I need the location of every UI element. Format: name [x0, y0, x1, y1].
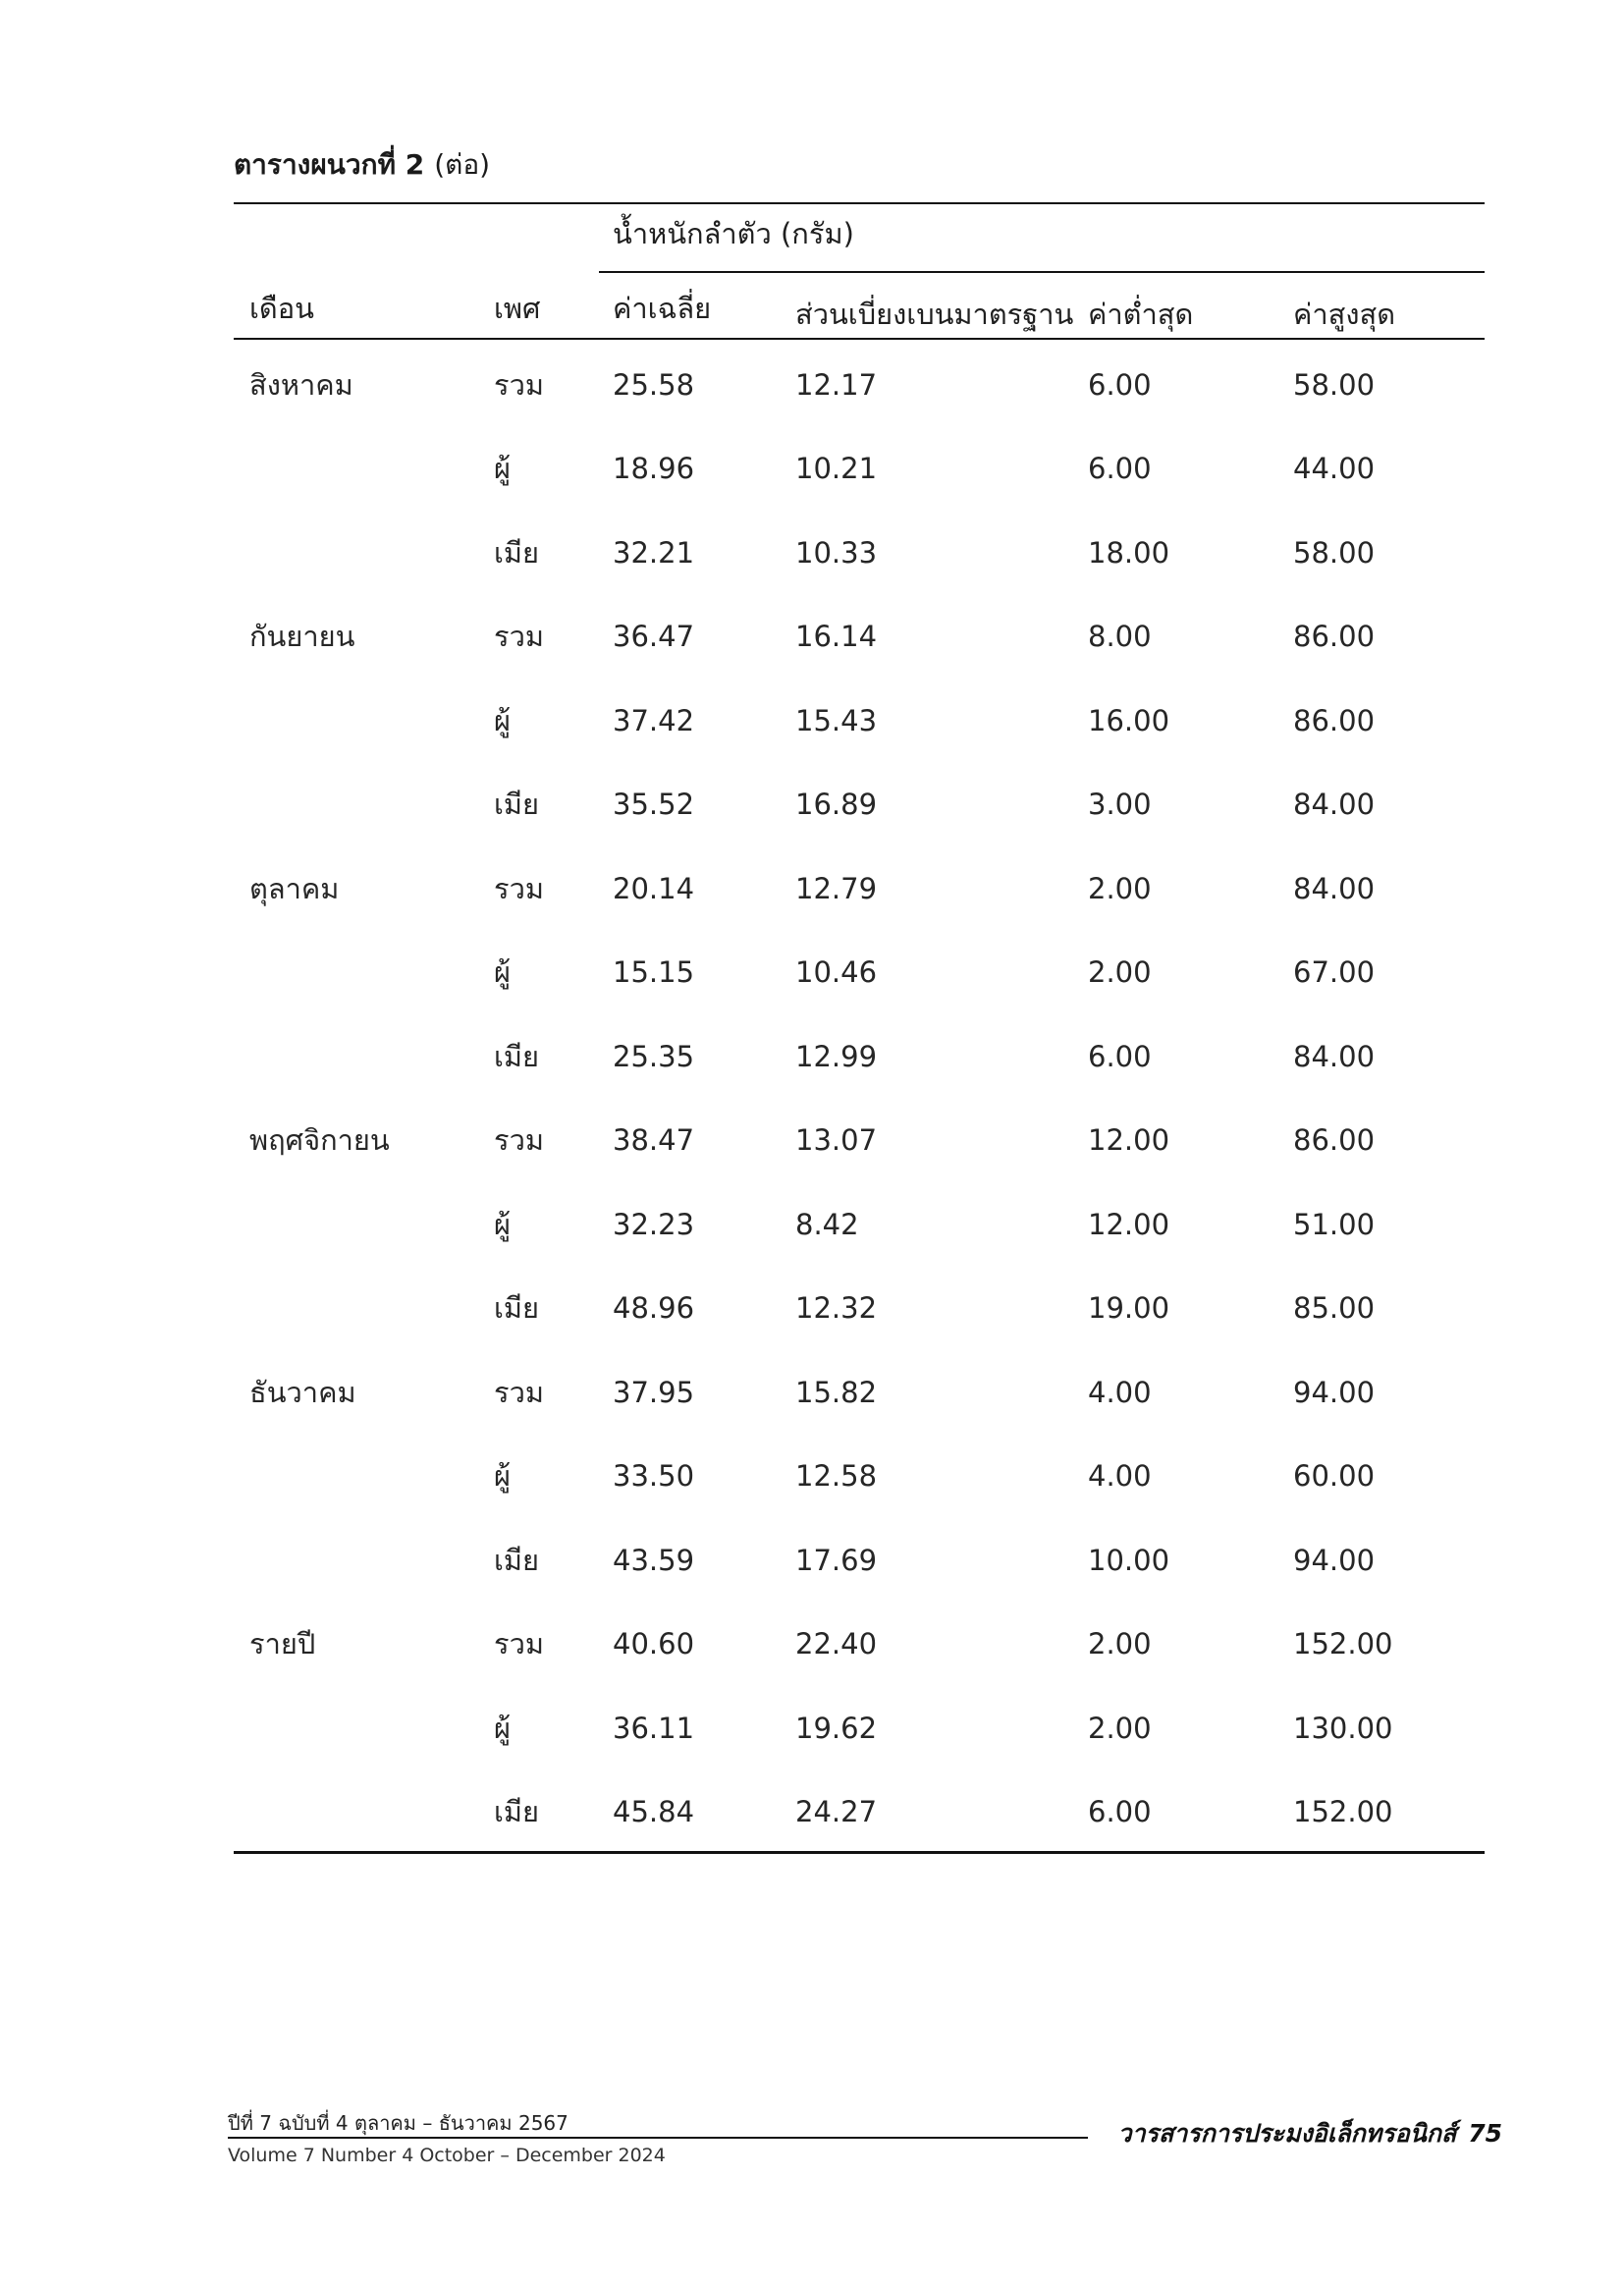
table-bottom-rule	[234, 1851, 1485, 1854]
cell-sex: เมีย	[494, 788, 540, 821]
table-row	[0, 785, 1624, 824]
cell-sd: 8.42	[795, 1208, 859, 1241]
cell-min: 2.00	[1088, 955, 1152, 989]
cell-max: 60.00	[1293, 1459, 1376, 1493]
cell-min: 2.00	[1088, 1627, 1152, 1660]
journal-name: วารสารการประมงอิเล็กทรอนิกส์	[1117, 2119, 1457, 2148]
footer-issue-thai: ปีที่ 7 ฉบับที่ 4 ตุลาคม – ธันวาคม 2567	[228, 2111, 568, 2135]
cell-min: 6.00	[1088, 1795, 1152, 1828]
cell-min: 12.00	[1088, 1208, 1170, 1241]
cell-sex: รวม	[494, 1123, 544, 1157]
cell-mean: 43.59	[613, 1544, 695, 1577]
cell-mean: 35.52	[613, 788, 695, 821]
table-row	[0, 1373, 1624, 1412]
cell-max: 94.00	[1293, 1376, 1376, 1409]
cell-month: พฤศจิกายน	[249, 1123, 390, 1157]
cell-min: 2.00	[1088, 1712, 1152, 1745]
cell-max: 130.00	[1293, 1712, 1393, 1745]
cell-min: 2.00	[1088, 872, 1152, 905]
cell-sex: รวม	[494, 620, 544, 653]
cell-sex: ผู้	[494, 955, 511, 989]
cell-sd: 19.62	[795, 1712, 878, 1745]
cell-mean: 37.42	[613, 704, 695, 737]
cell-sd: 16.89	[795, 788, 878, 821]
cell-mean: 38.47	[613, 1123, 695, 1157]
footer-rule	[228, 2137, 1088, 2139]
cell-min: 12.00	[1088, 1123, 1170, 1157]
cell-sex: ผู้	[494, 1459, 511, 1493]
cell-sd: 12.17	[795, 368, 878, 402]
table-row	[0, 1709, 1624, 1748]
cell-sex: รวม	[494, 1376, 544, 1409]
table-row	[0, 1288, 1624, 1328]
cell-sd: 15.43	[795, 704, 878, 737]
table-row	[0, 365, 1624, 405]
footer-issue-english: Volume 7 Number 4 October – December 2024	[228, 2145, 666, 2166]
cell-sex: เมีย	[494, 1795, 540, 1828]
cell-sd: 13.07	[795, 1123, 878, 1157]
cell-max: 84.00	[1293, 788, 1376, 821]
cell-min: 8.00	[1088, 620, 1152, 653]
cell-mean: 15.15	[613, 955, 695, 989]
cell-sd: 10.21	[795, 452, 878, 485]
cell-max: 84.00	[1293, 872, 1376, 905]
cell-sex: เมีย	[494, 1040, 540, 1073]
cell-sd: 12.79	[795, 872, 878, 905]
cell-sex: ผู้	[494, 704, 511, 737]
cell-sd: 12.58	[795, 1459, 878, 1493]
table-row	[0, 952, 1624, 992]
cell-min: 4.00	[1088, 1376, 1152, 1409]
table-row	[0, 701, 1624, 740]
cell-sd: 10.33	[795, 536, 878, 570]
cell-month: สิงหาคม	[249, 368, 353, 402]
cell-sex: เมีย	[494, 1544, 540, 1577]
footer-journal	[1118, 2117, 1502, 2150]
table-row	[0, 617, 1624, 656]
table-caption-title: ตารางผนวกที่ 2	[234, 148, 425, 181]
cell-min: 6.00	[1088, 368, 1152, 402]
cell-min: 19.00	[1088, 1291, 1170, 1325]
cell-mean: 25.35	[613, 1040, 695, 1073]
table-row	[0, 869, 1624, 908]
cell-min: 18.00	[1088, 536, 1170, 570]
cell-sd: 15.82	[795, 1376, 878, 1409]
header-rule	[234, 338, 1485, 340]
cell-sd: 22.40	[795, 1627, 878, 1660]
column-group-rule	[599, 271, 1485, 273]
table-row	[0, 1792, 1624, 1831]
cell-sd: 16.14	[795, 620, 878, 653]
cell-sex: ผู้	[494, 452, 511, 485]
table-row	[0, 449, 1624, 488]
header-sex: เพศ	[494, 292, 541, 325]
cell-mean: 32.21	[613, 536, 695, 570]
cell-mean: 37.95	[613, 1376, 695, 1409]
cell-min: 6.00	[1088, 452, 1152, 485]
table-row	[0, 1624, 1624, 1663]
table-row	[0, 533, 1624, 572]
page-number: 75	[1468, 2119, 1502, 2148]
cell-sex: เมีย	[494, 536, 540, 570]
header-max: ค่าสูงสุด	[1293, 298, 1396, 331]
cell-sd: 17.69	[795, 1544, 878, 1577]
header-sd: ส่วนเบี่ยงเบนมาตรฐาน	[795, 298, 1074, 331]
header-month: เดือน	[249, 292, 314, 325]
cell-mean: 48.96	[613, 1291, 695, 1325]
cell-max: 86.00	[1293, 704, 1376, 737]
cell-max: 44.00	[1293, 452, 1376, 485]
cell-min: 10.00	[1088, 1544, 1170, 1577]
cell-sex: รวม	[494, 872, 544, 905]
cell-sd: 10.46	[795, 955, 878, 989]
cell-mean: 45.84	[613, 1795, 695, 1828]
cell-month: ธันวาคม	[249, 1376, 356, 1409]
table-row	[0, 1120, 1624, 1160]
cell-min: 4.00	[1088, 1459, 1152, 1493]
cell-sex: เมีย	[494, 1291, 540, 1325]
cell-max: 86.00	[1293, 1123, 1376, 1157]
column-group-header: น้ำหนักลำตัว (กรัม)	[613, 217, 854, 250]
cell-max: 84.00	[1293, 1040, 1376, 1073]
cell-min: 3.00	[1088, 788, 1152, 821]
table-row	[0, 1456, 1624, 1496]
cell-max: 85.00	[1293, 1291, 1376, 1325]
header-min: ค่าต่ำสุด	[1088, 298, 1194, 331]
cell-min: 16.00	[1088, 704, 1170, 737]
cell-sex: ผู้	[494, 1712, 511, 1745]
cell-sd: 24.27	[795, 1795, 878, 1828]
cell-sex: ผู้	[494, 1208, 511, 1241]
cell-mean: 33.50	[613, 1459, 695, 1493]
header-mean: ค่าเฉลี่ย	[613, 292, 712, 325]
cell-max: 58.00	[1293, 536, 1376, 570]
cell-max: 58.00	[1293, 368, 1376, 402]
cell-min: 6.00	[1088, 1040, 1152, 1073]
table-row	[0, 1037, 1624, 1076]
cell-mean: 20.14	[613, 872, 695, 905]
cell-mean: 36.47	[613, 620, 695, 653]
table-caption	[234, 145, 490, 185]
cell-max: 67.00	[1293, 955, 1376, 989]
table-row	[0, 1541, 1624, 1580]
cell-max: 51.00	[1293, 1208, 1376, 1241]
cell-month: ตุลาคม	[249, 872, 340, 905]
cell-sd: 12.99	[795, 1040, 878, 1073]
cell-month: รายปี	[249, 1627, 316, 1660]
cell-max: 94.00	[1293, 1544, 1376, 1577]
cell-sd: 12.32	[795, 1291, 878, 1325]
cell-month: กันยายน	[249, 620, 355, 653]
cell-max: 152.00	[1293, 1795, 1393, 1828]
table-row	[0, 1205, 1624, 1244]
cell-sex: รวม	[494, 1627, 544, 1660]
cell-max: 86.00	[1293, 620, 1376, 653]
table-top-rule	[234, 202, 1485, 204]
cell-sex: รวม	[494, 368, 544, 402]
cell-mean: 18.96	[613, 452, 695, 485]
cell-mean: 25.58	[613, 368, 695, 402]
table-caption-continued: (ต่อ)	[434, 148, 491, 181]
cell-mean: 40.60	[613, 1627, 695, 1660]
cell-max: 152.00	[1293, 1627, 1393, 1660]
cell-mean: 36.11	[613, 1712, 695, 1745]
cell-mean: 32.23	[613, 1208, 695, 1241]
